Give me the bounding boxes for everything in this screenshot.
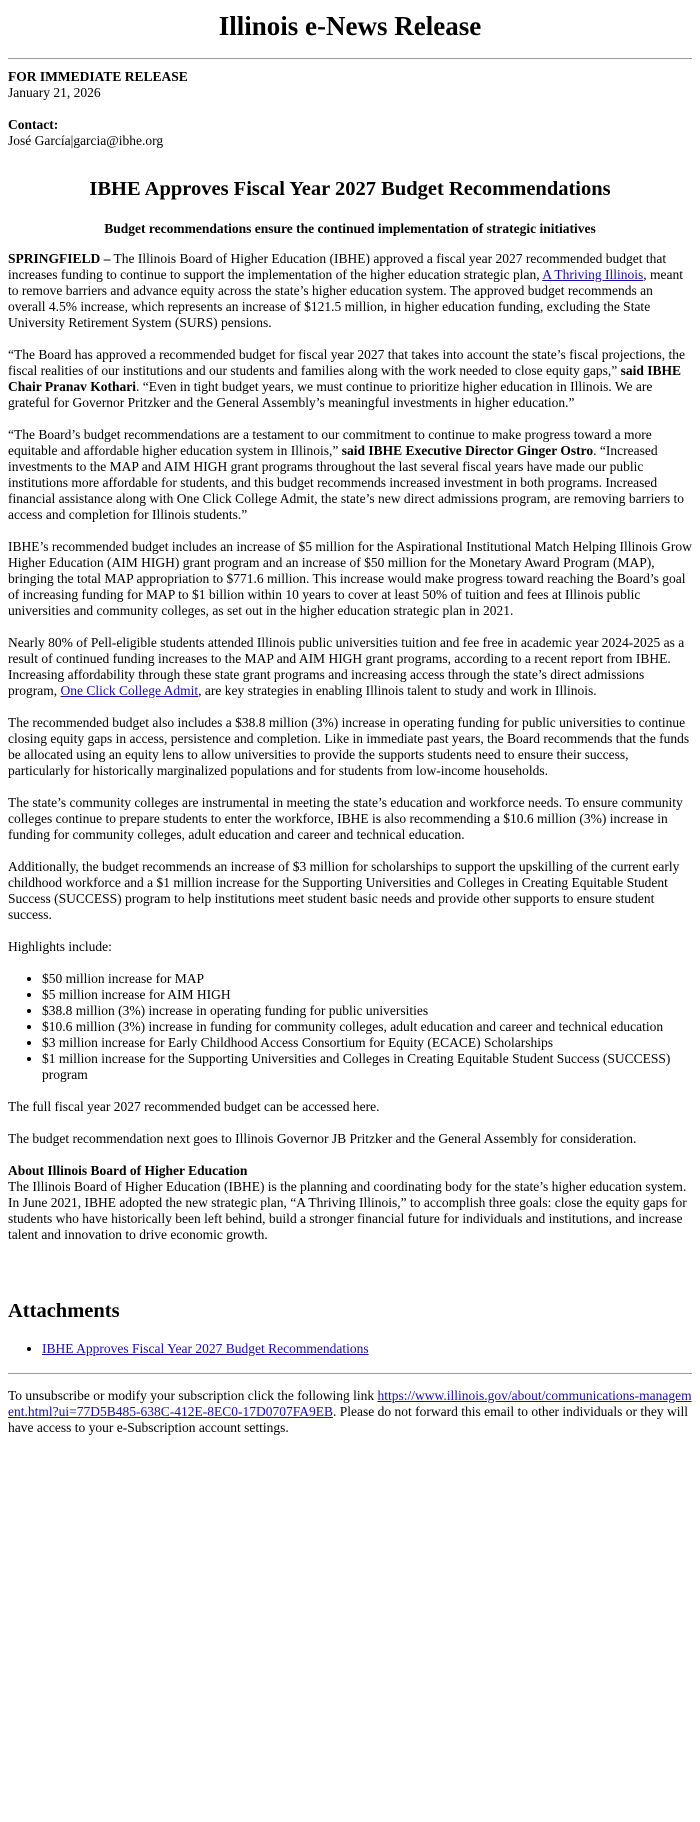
contact-line <box>8 133 692 149</box>
highlights-list <box>8 971 692 1083</box>
highlight-item: • $1 million increase for the Supporting Universities and Colleges in Creating Equitable Student Success (SUCCESS) program <box>42 1051 692 1083</box>
dateline: SPRINGFIELD – <box>8 251 111 266</box>
paragraph-3-text-a: “The Board’s budget recommendations are a testament to our commitment to continue to make progress toward a more equitable and affordable higher education system in Illinois,” <box>8 427 652 458</box>
highlights-intro: Highlights include: <box>8 939 112 954</box>
contact-separator: | <box>70 133 74 148</box>
divider-bottom <box>8 1373 692 1374</box>
paragraph-1 <box>8 251 692 331</box>
paragraph-10: The budget recommendation next goes to Illinois Governor JB Pritzker and the General Assembly for consideration. <box>8 1131 637 1146</box>
paragraph-9: The full fiscal year 2027 recommended budget can be accessed here. <box>8 1099 380 1114</box>
thriving-illinois-link[interactable]: A Thriving Illinois <box>542 267 644 282</box>
paragraph-3 <box>8 427 692 523</box>
paragraph-1-text-b: , meant to remove barriers and advance equity across the state’s higher education system. The approved budget recommends an overall 4.5% increase, which represents an increase of $121.5 million, in higher education funding, excluding the State University Retirement System (SURS) pensions. <box>8 267 683 330</box>
footer-unsubscribe <box>8 1388 692 1436</box>
highlight-item: • $38.8 million (3%) increase in operating funding for public universities <box>42 1003 692 1019</box>
divider-top <box>8 58 692 59</box>
attachment-link[interactable]: IBHE Approves Fiscal Year 2027 Budget Recommendations <box>42 1341 369 1356</box>
subscription-management-link[interactable]: https://www.illinois.gov/about/communications-management.html?ui=77D5B485-638C-412E-8EC0-17D0707FA9EB <box>8 1388 692 1419</box>
paragraph-7: The state’s community colleges are instrumental in meeting the state’s education and workforce needs. To ensure community colleges continue to prepare students to enter the workforce, IBHE is also recommending a $10.6 million (3%) increase in funding for community colleges, adult education and career and technical education. <box>8 795 683 842</box>
paragraph-8: Additionally, the budget recommends an increase of $3 million for scholarships to support the upskilling of the current early childhood workforce and a $1 million increase for the Supporting Universities and Colleges in Creating Equitable Student Success (SUCCESS) program to help institutions meet student basic needs and provide other supports to ensure student success. <box>8 859 680 922</box>
paragraph-2-text-b: . “Even in tight budget years, we must continue to prioritize higher education in Illinois. We are grateful for Governor Pritzker and the General Assembly’s meaningful investments in higher education.” <box>8 379 653 410</box>
release-label: FOR IMMEDIATE RELEASE <box>8 69 188 84</box>
paragraph-5-text-b: , are key strategies in enabling Illinois talent to study and work in Illinois. <box>198 683 597 698</box>
highlight-item: • $50 million increase for MAP <box>42 971 692 987</box>
attachments-heading: Attachments <box>8 1300 120 1322</box>
director-attribution: said IBHE Executive Director Ginger Ostro <box>338 443 594 458</box>
paragraph-5 <box>8 635 692 699</box>
about-text: The Illinois Board of Higher Education (IBHE) is the planning and coordinating body for the state’s higher education system. In June 2021, IBHE adopted the new strategic plan, “A Thriving Illinois,” to accomplish three goals: close the equity gaps for students who have historically been left behind, build a stronger financial future for individuals and institutions, and increase talent and innovation to drive economic growth. <box>8 1179 687 1242</box>
attachments-list <box>8 1341 692 1357</box>
footer-text-a: To unsubscribe or modify your subscription click the following link <box>8 1388 378 1403</box>
paragraph-5-text-a: Nearly 80% of Pell-eligible students attended Illinois public universities tuition and fee free in academic year 2024-2025 as a result of continued funding increases to the MAP and AIM HIGH grant programs, according to a recent report from IBHE. Increasing affordability through these state grant programs and increasing access through the state’s direct admissions program, <box>8 635 685 698</box>
release-meta <box>8 69 692 149</box>
about-section <box>8 1163 692 1243</box>
paragraph-4: IBHE’s recommended budget includes an increase of $5 million for the Aspirational Institutional Match Helping Illinois Grow Higher Education (AIM HIGH) grant program and an increase of $50 million for the Monetary Award Program (MAP), bringing the total MAP appropriation to $771.6 million. This increase would make progress toward reaching the Board’s goal of increasing funding for MAP to $1 billion within 10 years to cover at least 50% of tuition and fees at Illinois public universities and community colleges, as set out in the higher education strategic plan in 2021. <box>8 539 692 618</box>
paragraph-2-text-a: “The Board has approved a recommended budget for fiscal year 2027 that takes into account the state’s fiscal projections, the fiscal realities of our institutions and our students and families along with the work needed to close equity gaps,” <box>8 347 686 378</box>
highlight-item: • $5 million increase for AIM HIGH <box>42 987 692 1003</box>
highlight-item: • $3 million increase for Early Childhood Access Consortium for Equity (ECACE) Scholarships <box>42 1035 692 1051</box>
paragraph-6: The recommended budget also includes a $38.8 million (3%) increase in operating funding for public universities to continue closing equity gaps in access, persistence and completion. Like in immediate past years, the Board recommends that the funds be allocated using an equity lens to allow universities to provide the supports students need to ensure their success, particularly for historically marginalized populations and for students from low-income households. <box>8 715 690 778</box>
paragraph-3-text-b: . “Increased investments to the MAP and AIM HIGH grant programs throughout the last several fiscal years have made our public institutions more affordable for students, and this budget recommends increased investment in both programs. Increased financial assistance along with One Click College Admit, the state’s new direct admissions program, are removing barriers to access and completion for Illinois students.” <box>8 443 684 522</box>
contact-email: garcia@ibhe.org <box>73 133 164 148</box>
highlight-item: • $10.6 million (3%) increase in funding for community colleges, adult education and career and technical education <box>42 1019 692 1035</box>
headline: IBHE Approves Fiscal Year 2027 Budget Recommendations <box>89 178 611 200</box>
release-date: January 21, 2026 <box>8 85 101 100</box>
attachment-item <box>42 1341 692 1357</box>
paragraph-2 <box>8 347 692 411</box>
contact-label: Contact: <box>8 117 59 132</box>
one-click-college-admit-link[interactable]: One Click College Admit <box>60 683 199 698</box>
paragraph-1-text-a: The Illinois Board of Higher Education (IBHE) approved a fiscal year 2027 recommended budget that increases funding to continue to support the implementation of the higher education strategic plan, <box>8 251 667 282</box>
contact-name: José García <box>8 133 71 148</box>
banner-title: Illinois e-News Release <box>218 11 482 41</box>
chair-attribution: said IBHE Chair Pranav Kothari <box>8 363 682 394</box>
footer-text-b: . Please do not forward this email to other individuals or they will have access to your e-Subscription account settings. <box>8 1404 689 1435</box>
about-title: About Illinois Board of Higher Education <box>8 1163 248 1178</box>
subheadline: Budget recommendations ensure the continued implementation of strategic initiatives <box>104 221 596 236</box>
